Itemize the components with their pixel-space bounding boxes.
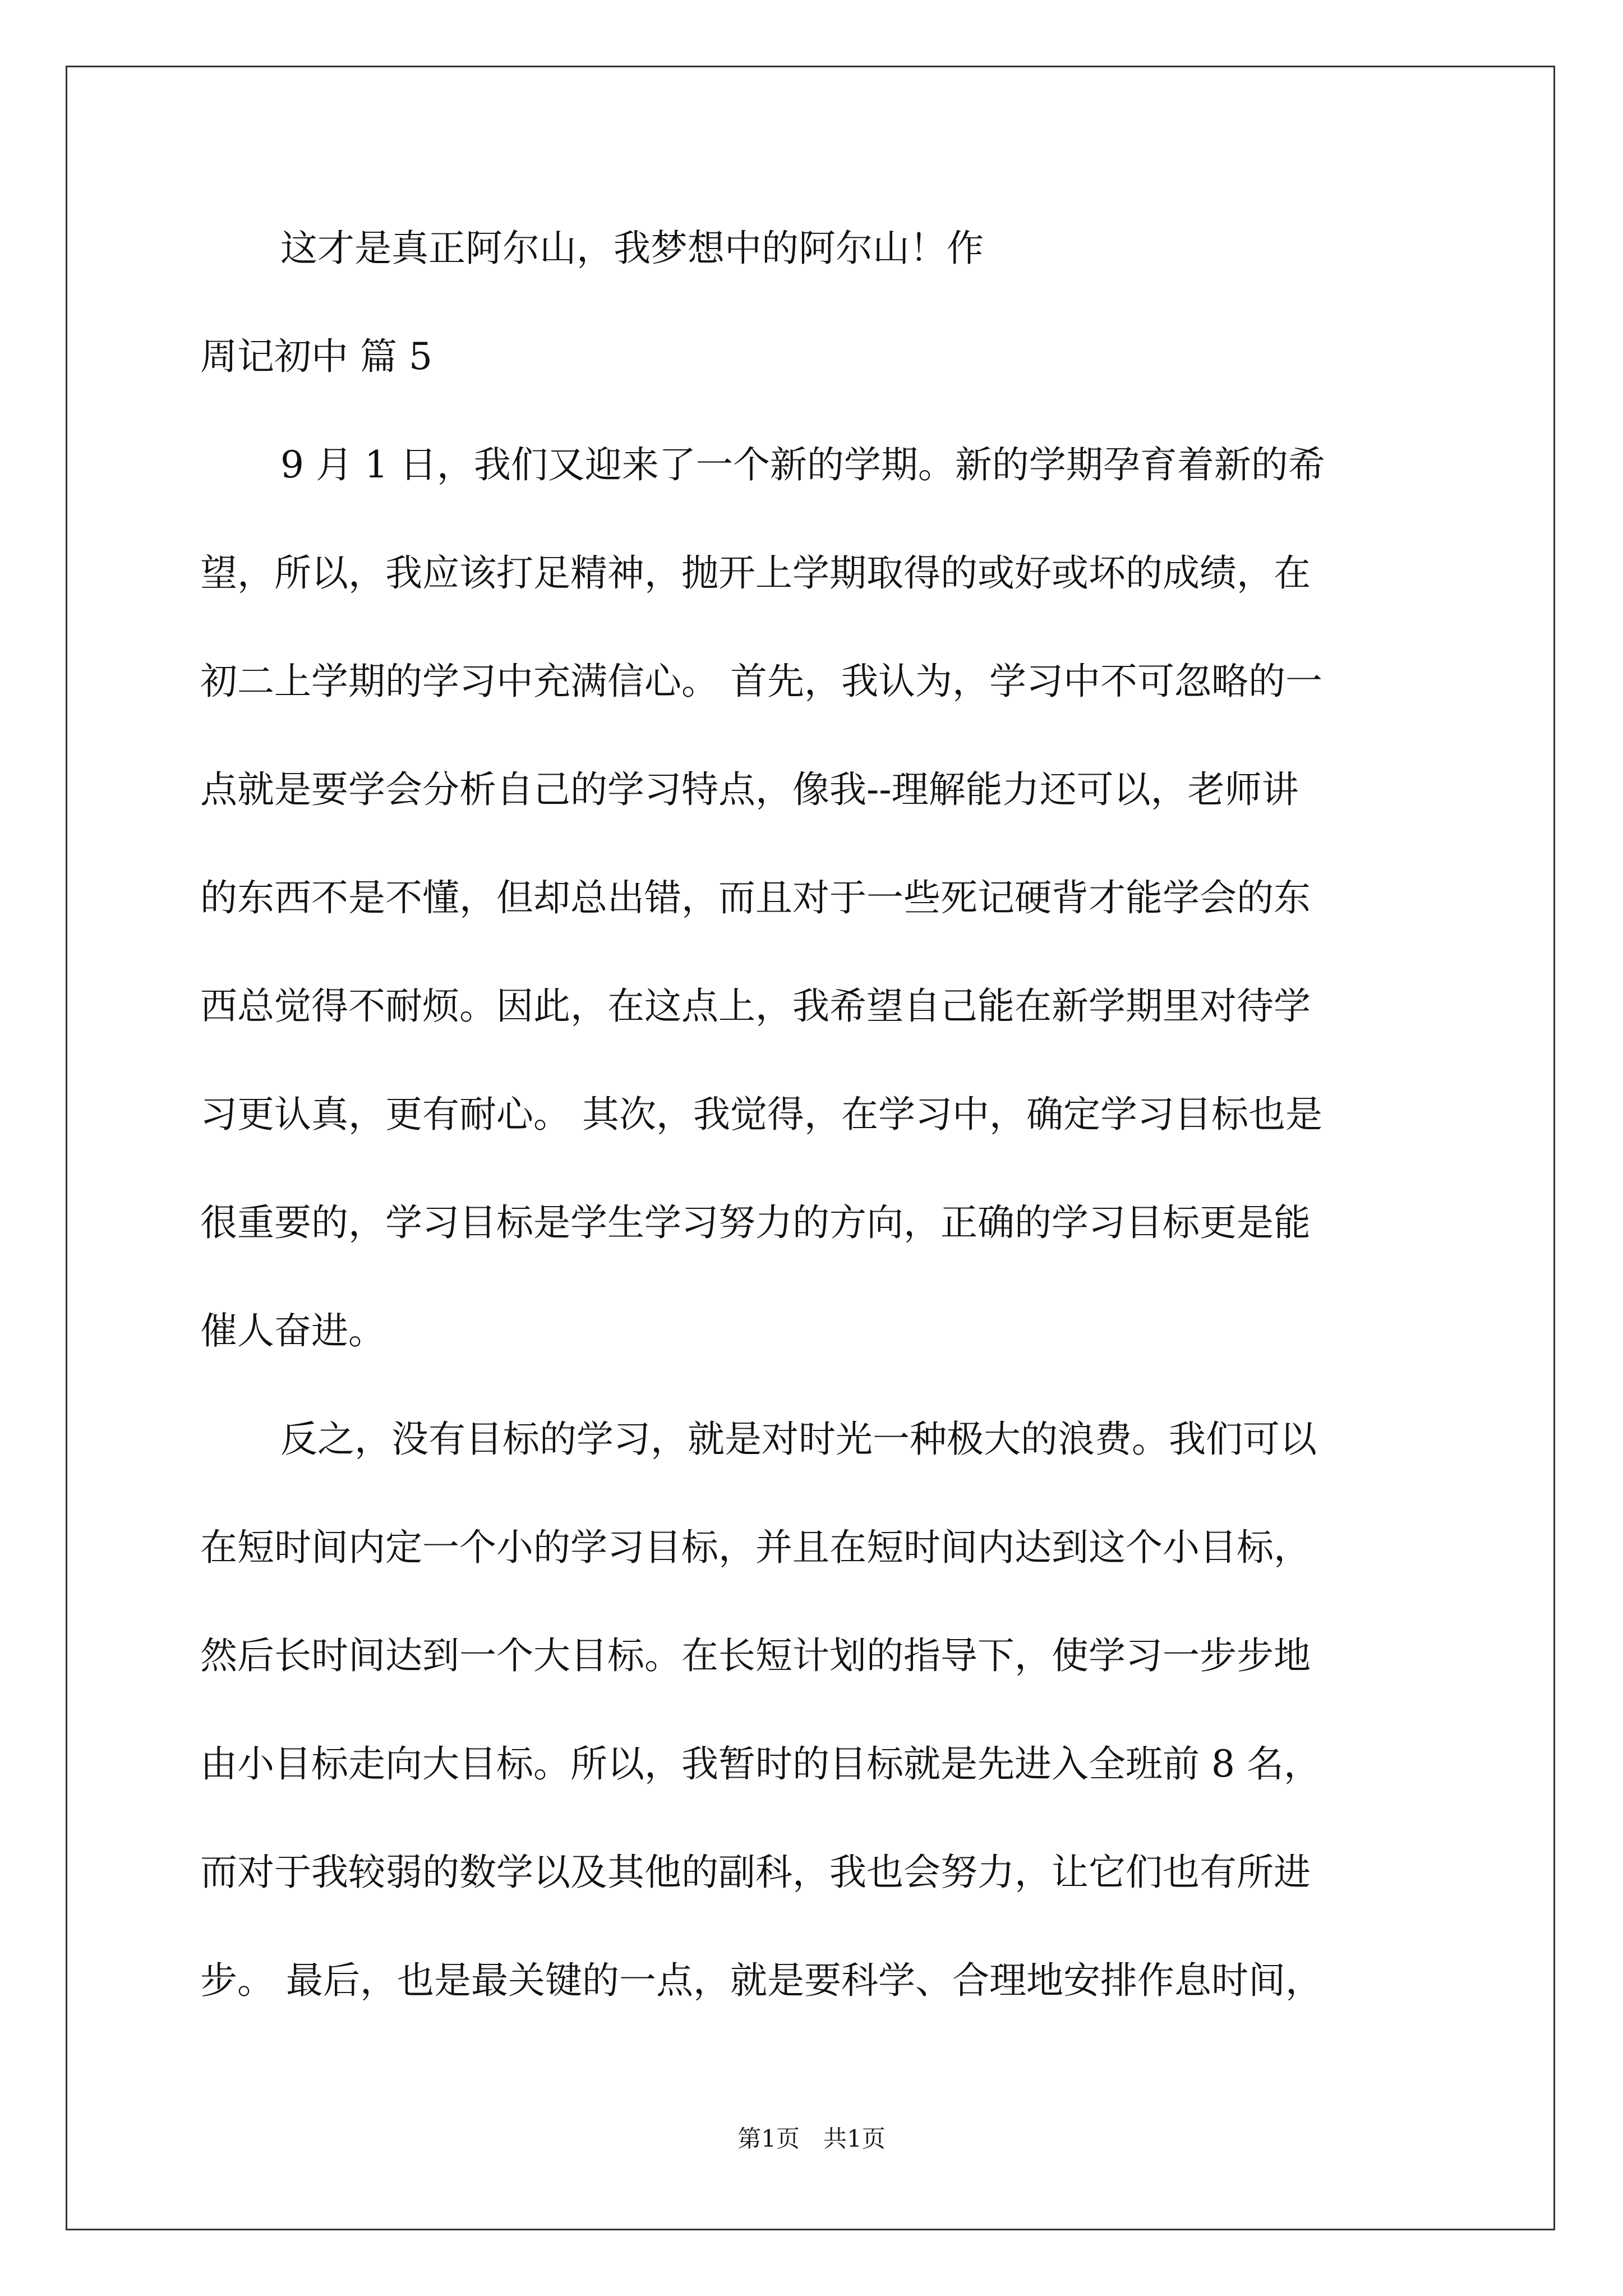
text-line-1: 这才是真正阿尔山，我梦想中的阿尔山！作 — [280, 227, 984, 270]
text-line-10: 很重要的，学习目标是学生学习努力的方向，正确的学习目标更是能 — [200, 1201, 1311, 1244]
text-line-16: 而对于我较弱的数学以及其他的副科，我也会努力，让它们也有所进 — [200, 1851, 1311, 1894]
text-line-14: 然后长时间达到一个大目标。在长短计划的指导下，使学习一步步地 — [200, 1634, 1311, 1677]
section-heading: 周记初中 篇 5 — [200, 335, 432, 378]
text-line-11: 催人奋进。 — [200, 1309, 385, 1352]
text-line-15: 由小目标走向大目标。所以，我暂时的目标就是先进入全班前 8 名， — [200, 1742, 1321, 1786]
text-line-12: 反之，没有目标的学习，就是对时光一种极大的浪费。我们可以 — [280, 1418, 1317, 1461]
text-line-9: 习更认真，更有耐心。 其次，我觉得，在学习中，确定学习目标也是 — [200, 1093, 1322, 1136]
text-line-13: 在短时间内定一个小的学习目标，并且在短时间内达到这个小目标， — [200, 1526, 1311, 1569]
text-line-8: 西总觉得不耐烦。因此，在这点上，我希望自己能在新学期里对待学 — [200, 984, 1311, 1028]
page-footer: 第1页 共1页 — [737, 2125, 886, 2152]
text-line-4: 望，所以，我应该打足精神，抛开上学期取得的或好或坏的成绩，在 — [200, 551, 1311, 595]
page-border — [66, 66, 1555, 2230]
text-line-6: 点就是要学会分析自己的学习特点，像我--理解能力还可以，老师讲 — [200, 768, 1299, 811]
text-line-17: 步。 最后，也是最关键的一点，就是要科学、合理地安排作息时间， — [200, 1959, 1322, 2002]
text-line-3: 9 月 1 日，我们又迎来了一个新的学期。新的学期孕育着新的希 — [280, 443, 1325, 486]
text-line-7: 的东西不是不懂，但却总出错，而且对于一些死记硬背才能学会的东 — [200, 876, 1311, 919]
text-line-5: 初二上学期的学习中充满信心。 首先，我认为，学习中不可忽略的一 — [200, 660, 1322, 703]
